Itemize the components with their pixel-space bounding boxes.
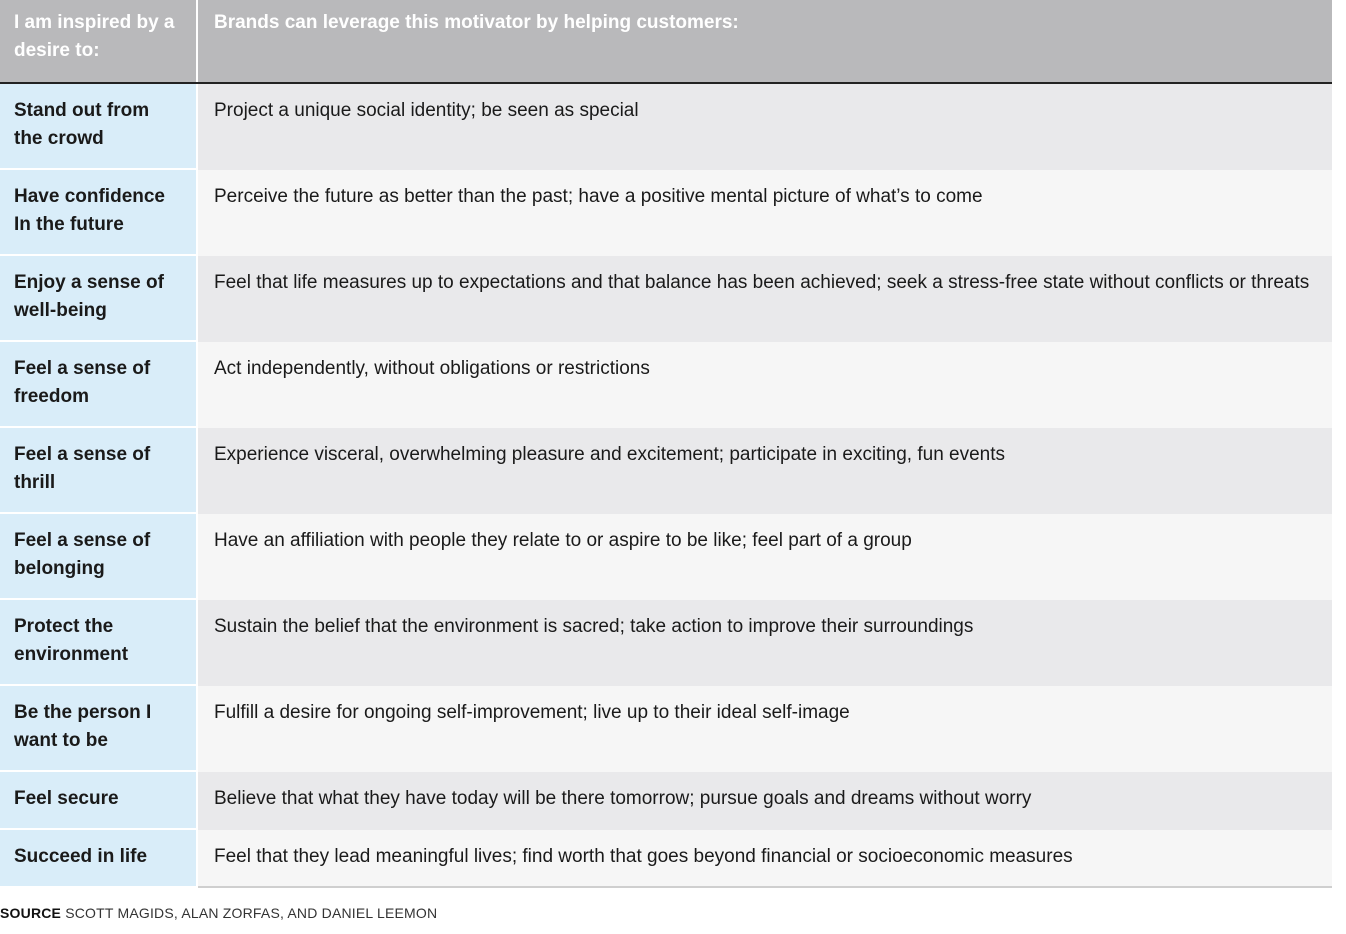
- source-label: SOURCE: [0, 905, 62, 921]
- desire-cell: Protect the environment: [0, 600, 198, 686]
- source-credit: [0, 905, 437, 921]
- header-leverage: Brands can leverage this motivator by helping customers:: [214, 12, 739, 33]
- table-row: [0, 772, 1332, 830]
- desire-cell: Feel a sense of thrill: [0, 428, 198, 514]
- desire-cell: Enjoy a sense of well-being: [0, 256, 198, 342]
- table-header: [0, 0, 1332, 84]
- desire-cell: Be the person I want to be: [0, 686, 198, 772]
- table-row: [0, 428, 1332, 514]
- leverage-cell: Perceive the future as better than the past; have a positive mental picture of what’s to come: [198, 170, 1332, 256]
- table-row: [0, 830, 1332, 888]
- desire-cell: Succeed in life: [0, 830, 198, 888]
- table-row: [0, 514, 1332, 600]
- desire-cell: Have confidence In the future: [0, 170, 198, 256]
- table-row: [0, 170, 1332, 256]
- desire-cell: Feel secure: [0, 772, 198, 830]
- header-desire: I am inspired by a desire to:: [0, 0, 198, 82]
- desire-cell: Feel a sense of belonging: [0, 514, 198, 600]
- leverage-cell: Feel that they lead meaningful lives; find worth that goes beyond financial or socioeconomic measures: [198, 830, 1332, 888]
- desire-cell: Feel a sense of freedom: [0, 342, 198, 428]
- table-row: [0, 256, 1332, 342]
- desire-cell: Stand out from the crowd: [0, 84, 198, 170]
- table-row: [0, 342, 1332, 428]
- leverage-cell: Believe that what they have today will be there tomorrow; pursue goals and dreams without worry: [198, 772, 1332, 830]
- leverage-cell: Experience visceral, overwhelming pleasure and excitement; participate in exciting, fun events: [198, 428, 1332, 514]
- leverage-cell: Have an affiliation with people they relate to or aspire to be like; feel part of a group: [198, 514, 1332, 600]
- leverage-cell: Feel that life measures up to expectations and that balance has been achieved; seek a stress-free state without conflicts or threats: [198, 256, 1332, 342]
- leverage-cell: Fulfill a desire for ongoing self-improvement; live up to their ideal self-image: [198, 686, 1332, 772]
- table-row: [0, 84, 1332, 170]
- leverage-cell: Project a unique social identity; be seen as special: [198, 84, 1332, 170]
- leverage-cell: Act independently, without obligations or restrictions: [198, 342, 1332, 428]
- table-row: [0, 600, 1332, 686]
- table-row: [0, 686, 1332, 772]
- source-text: SCOTT MAGIDS, ALAN ZORFAS, AND DANIEL LEEMON: [65, 905, 438, 921]
- leverage-cell: Sustain the belief that the environment is sacred; take action to improve their surroundings: [198, 600, 1332, 686]
